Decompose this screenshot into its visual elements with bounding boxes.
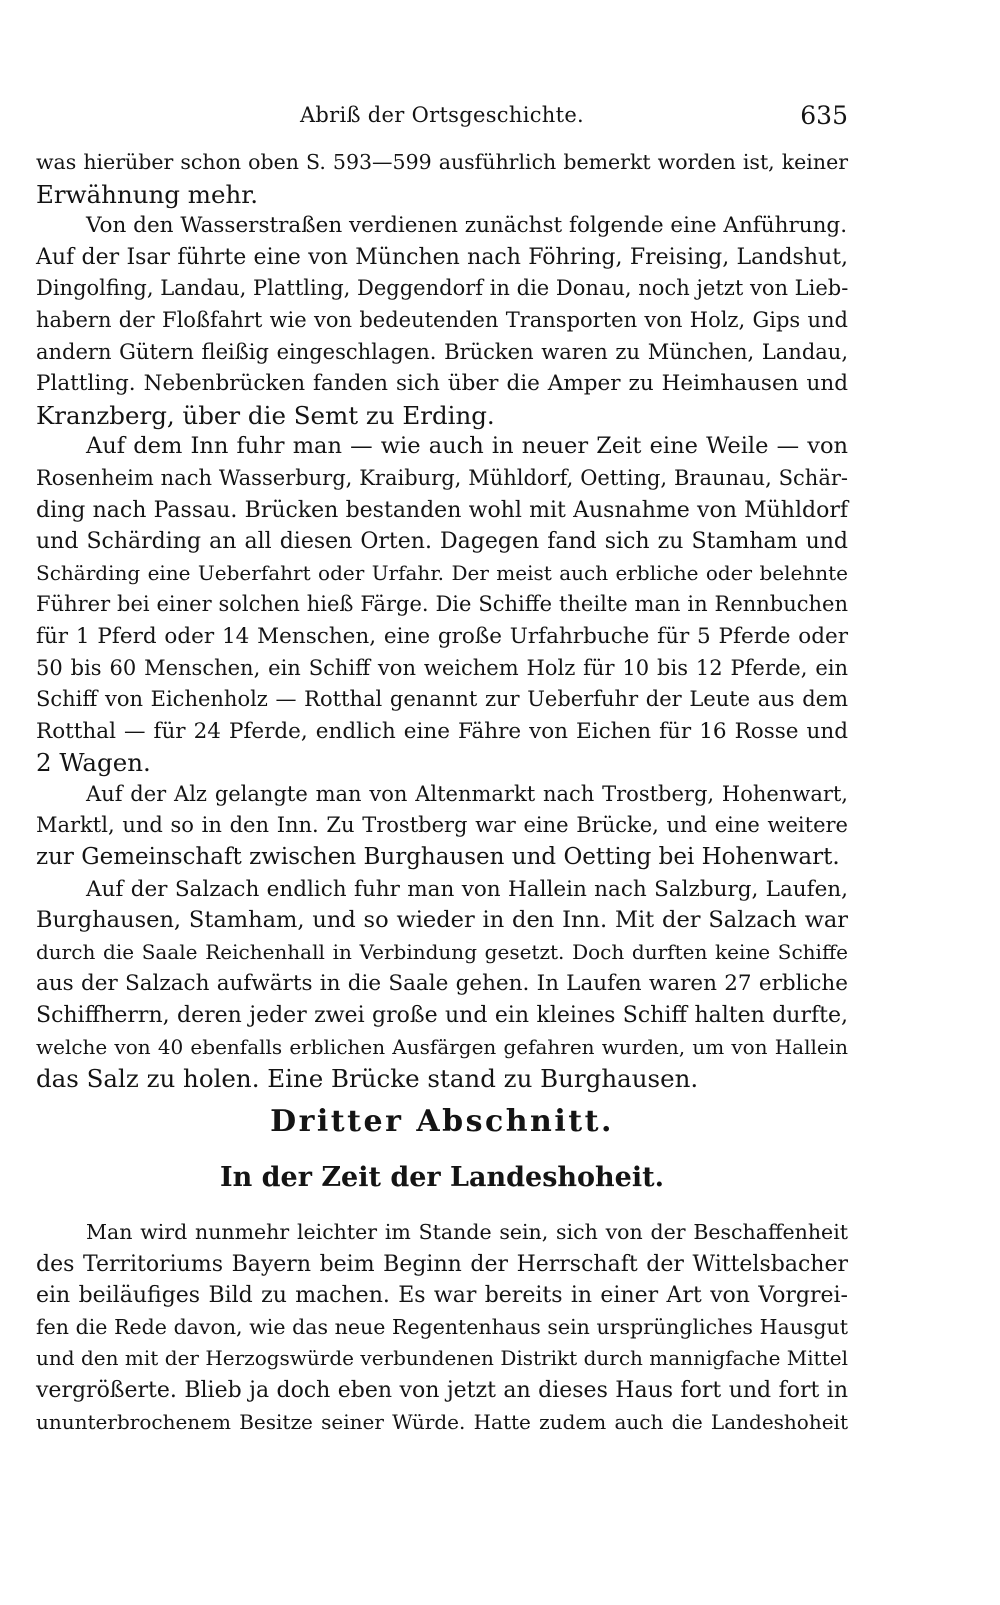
text-line: Auf der Alz gelangte man von Altenmarkt nach Trostberg, Hohenwart, [86, 781, 848, 806]
text-line: ununterbrochenem Besitze seiner Würde. Hatte zudem auch die Landeshoheit [36, 1409, 848, 1434]
body-text-part2 [36, 1217, 848, 1438]
text-line: Schiff von Eichenholz — Rotthal genannt zur Ueberfuhr der Leute aus dem [36, 687, 848, 712]
text-line: Kranzberg, über die Semt zu Erding. [36, 400, 495, 430]
text-line: Schärding eine Ueberfahrt oder Urfahr. Der meist auch erbliche oder belehnte [36, 560, 848, 585]
page-number: 635 [800, 101, 848, 130]
text-line: zur Gemeinschaft zwischen Burghausen und Oetting bei Hohenwart. [36, 844, 840, 871]
text-line: des Territoriums Bayern beim Beginn der Herrschaft der Wittelsbacher [36, 1251, 848, 1277]
running-title: Abriß der Ortsgeschichte. [299, 103, 585, 127]
text-line: Rosenheim nach Wasserburg, Kraiburg, Mühldorf, Oetting, Braunau, Schär- [36, 465, 848, 490]
text-line: Auf der Isar führte eine von München nach Föhring, Freising, Landshut, [36, 244, 848, 270]
section-subheading: In der Zeit der Landeshoheit. [220, 1162, 664, 1193]
text-line: und den mit der Herzogswürde verbundenen Distrikt durch mannigfache Mittel [36, 1346, 848, 1371]
text-line: 50 bis 60 Menschen, ein Schiff von weichem Holz für 10 bis 12 Pferde, ein [36, 655, 848, 680]
text-line: Plattling. Nebenbrücken fanden sich über die Amper zu Heimhausen und [36, 371, 848, 397]
text-line: andern Gütern fleißig eingeschlagen. Brücken waren zu München, Landau, [36, 339, 848, 364]
text-line: das Salz zu holen. Eine Brücke stand zu Burghausen. [36, 1064, 699, 1094]
body-text-part1 [36, 147, 848, 1095]
text-line: Auf der Salzach endlich fuhr man von Hallein nach Salzburg, Laufen, [86, 876, 848, 902]
text-line: Von den Wasserstraßen verdienen zunächst folgende eine Anführung. [86, 213, 848, 239]
text-line: Man wird nunmehr leichter im Stande sein, sich von der Beschaffenheit [86, 1220, 848, 1244]
text-line: welche von 40 ebenfalls erblichen Ausfärgen gefahren wurden, um von Hallein [36, 1034, 848, 1059]
text-line: durch die Saale Reichenhall in Verbindung gesetzt. Doch durften keine Schiffe [36, 939, 848, 964]
text-line: Erwähnung mehr. [36, 179, 259, 209]
text-line: habern der Floßfahrt wie von bedeutenden Transporten von Holz, Gips und [36, 307, 848, 332]
text-line: für 1 Pferd oder 14 Menschen, eine große Urfahrbuche für 5 Pferde oder [36, 623, 848, 649]
text-line: ding nach Passau. Brücken bestanden wohl mit Ausnahme von Mühldorf [36, 497, 848, 523]
text-line: fen die Rede davon, wie das neue Regentenhaus sein ursprüngliches Hausgut [36, 1314, 848, 1339]
running-header [36, 97, 848, 137]
text-line: Führer bei einer solchen hieß Färge. Die Schiffe theilte man in Rennbuchen [36, 592, 848, 617]
text-line: Schiffherrn, deren jeder zwei große und ein kleines Schiff halten durfte, [36, 1003, 848, 1029]
section-heading: Dritter Abschnitt. [270, 1104, 614, 1139]
text-line: Burghausen, Stamham, und so wieder in den Inn. Mit der Salzach war [36, 907, 848, 934]
text-line: was hierüber schon oben S. 593—599 ausführlich bemerkt worden ist, keiner [36, 150, 848, 174]
text-line: und Schärding an all diesen Orten. Dagegen fand sich zu Stamham und [36, 529, 848, 555]
text-line: Rotthal — für 24 Pferde, endlich eine Fähre von Eichen für 16 Rosse und [36, 718, 848, 744]
text-line: ein beiläufiges Bild zu machen. Es war bereits in einer Art von Vorgrei- [36, 1283, 848, 1309]
text-line: vergrößerte. Blieb ja doch eben von jetzt an dieses Haus fort und fort in [36, 1377, 848, 1403]
text-line: Auf dem Inn fuhr man — wie auch in neuer Zeit eine Weile — von [86, 433, 848, 460]
text-line: 2 Wagen. [36, 748, 151, 778]
text-line: aus der Salzach aufwärts in die Saale gehen. In Laufen waren 27 erbliche [36, 971, 848, 997]
text-line: Dingolfing, Landau, Plattling, Deggendorf in die Donau, noch jetzt von Lieb- [36, 276, 849, 301]
text-line: Marktl, und so in den Inn. Zu Trostberg war eine Brücke, und eine weitere [36, 813, 848, 838]
